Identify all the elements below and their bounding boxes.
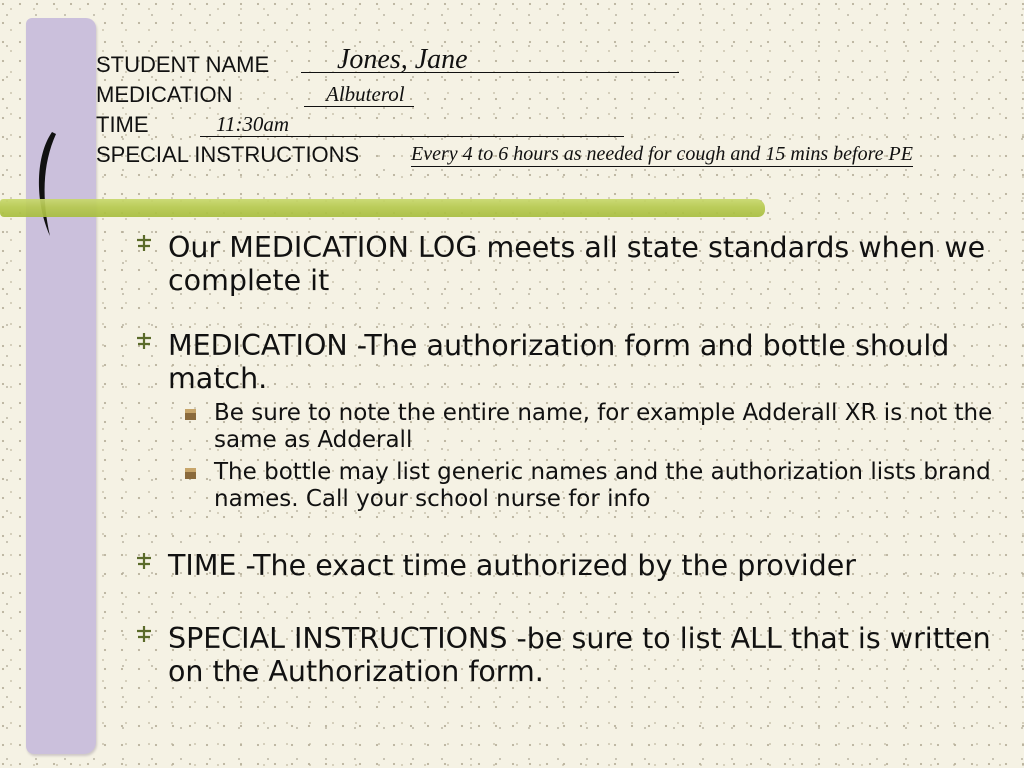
time-label: TIME — [96, 112, 149, 137]
lavender-side-bar — [26, 18, 96, 754]
bullet-text: Our MEDICATION LOG meets all state standards when we complete it — [168, 231, 986, 297]
sub-bullet-entire-name — [184, 400, 1016, 454]
student-name-label: STUDENT NAME — [96, 52, 270, 77]
square-bullet-icon — [184, 408, 197, 421]
student-name-value: Jones, Jane — [301, 48, 679, 73]
medication-value: Albuterol — [304, 82, 414, 107]
bullet-time — [136, 549, 1016, 582]
cross-tick-bullet-icon — [136, 626, 152, 642]
green-divider-stroke — [0, 199, 765, 217]
medication-row — [96, 80, 1016, 110]
cross-tick-bullet-icon — [136, 235, 152, 251]
sub-bullet-text: Be sure to note the entire name, for example Adderall XR is not the same as Adderall — [214, 400, 993, 453]
bullet-text: SPECIAL INSTRUCTIONS -be sure to list ALL that is written on the Authorization form. — [168, 622, 991, 688]
bracket-swoosh-icon — [30, 130, 60, 240]
bullet-medication — [136, 329, 1016, 395]
bullet-list — [136, 231, 1016, 688]
bullet-text: TIME -The exact time authorized by the provider — [168, 549, 856, 582]
time-value: 11:30am — [200, 112, 624, 137]
sub-bullet-generic-names — [184, 459, 1016, 513]
square-bullet-icon — [184, 467, 197, 480]
time-row — [96, 110, 1016, 140]
cross-tick-bullet-icon — [136, 553, 152, 569]
sub-bullet-text: The bottle may list generic names and the authorization lists brand names. Call your school nurse for info — [214, 459, 991, 512]
medication-label: MEDICATION — [96, 82, 233, 107]
bullet-special-instructions — [136, 622, 1016, 688]
bullet-log-standards — [136, 231, 1016, 297]
student-name-row — [96, 44, 1016, 80]
special-instructions-value: Every 4 to 6 hours as needed for cough and 15 mins before PE — [411, 143, 913, 165]
special-instructions-label: SPECIAL INSTRUCTIONS — [96, 142, 360, 167]
special-instructions-row — [96, 140, 1016, 170]
cross-tick-bullet-icon — [136, 333, 152, 349]
medication-form-header — [96, 44, 1016, 170]
bullet-text: MEDICATION -The authorization form and bottle should match. — [168, 329, 950, 395]
